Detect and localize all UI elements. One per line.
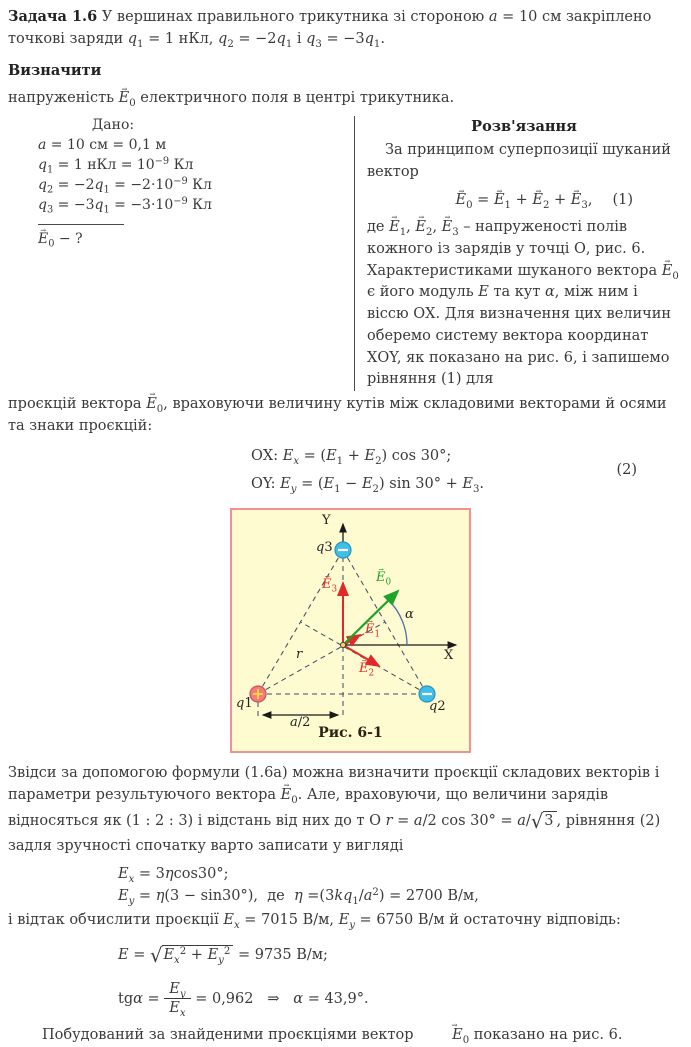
- e0-vector-label: → $E_0$: [376, 571, 391, 585]
- determine-heading: Визначити: [8, 61, 102, 79]
- charge-q3: [335, 542, 351, 558]
- given-answer: → $E_0$ − ?: [38, 224, 124, 250]
- figure-drawing: [232, 510, 469, 751]
- q1-label: q1: [236, 696, 253, 712]
- closing-paragraph: Побудований за знайденими проєкціями вектор → $E_0$ показано на рис. 6.: [8, 1025, 681, 1047]
- equation-1-number: (1): [612, 192, 633, 209]
- center-point: [340, 642, 345, 647]
- equation-angle: tgα = $\frac{E_y}{E_x}$ = 0,962 ⇒ α = 43,9°.: [118, 980, 369, 1020]
- solution-column: [355, 116, 681, 391]
- equation-magnitude: $E = √E_x^2 + E_y^2 = 9735$ В/м;: [118, 944, 328, 968]
- equation-ey: $E_y = \eta(3 - \sin 30^\circ)$, де $\eta =(3kq_1/a^2) = 2700$ В/м,: [118, 887, 479, 907]
- equation-1: [367, 190, 681, 212]
- y-axis-label: Y: [322, 513, 331, 529]
- problem-statement: [8, 6, 681, 51]
- equation-2: [251, 442, 681, 499]
- x-axis-label: X: [444, 648, 454, 664]
- problem-title: Задача 1.6: [8, 8, 98, 25]
- projection-paragraph: проєкцій вектора → $E_0$, враховуючи величину кутів між складовими векторами й осями та знаки проєкцій:: [8, 394, 681, 438]
- given-line: a = 10 см = 0,1 м: [38, 136, 167, 153]
- equation-1-body: → $E_0$ = → $E_1$ + → $E_2$ + → $E_3$,: [456, 192, 593, 208]
- figure-box: [230, 508, 471, 753]
- alpha-label: α: [405, 607, 414, 623]
- e2-vector-label: → $E_2$: [359, 662, 374, 676]
- given-solution-section: [8, 116, 681, 391]
- given-line: $q_3 = -3q_1 = -3\cdot 10^{-9}$ Кл: [38, 195, 212, 216]
- determine-text: напруженість → $E_0$ електричного поля в центрі трикутника.: [8, 88, 681, 110]
- equation-2-line-x: ОХ: $E_x = (E_1 + E_2)$ cos 30°;: [251, 447, 452, 467]
- given-box: [8, 116, 355, 391]
- r-label: r: [296, 647, 303, 663]
- projections-result-paragraph: і відтак обчислити проєкції $E_x = 7015$ В/м, $E_y = 6750$ В/м й остаточну відповідь:: [8, 911, 621, 931]
- equation-2-number: (2): [616, 461, 637, 478]
- q3-label: q3: [316, 540, 333, 556]
- equation-ex: $E_x = 3\eta\cos 30^\circ$;: [118, 865, 229, 885]
- solution-heading: Розв'язання: [471, 118, 577, 135]
- e3-vector-label: → $E_3$: [322, 578, 337, 592]
- given-title: Дано:: [91, 117, 135, 133]
- problem-statement-text: У вершинах правильного трикутника зі стороною a = 10 см закріплено точкові заряди $q_1 = 1$ нКл, $q_2 = -2q_1$ і $q_3 = -3q_1$.: [8, 9, 652, 50]
- equation-2-line-y: ОY: $E_y = (E_1 - E_2)$ $\sin 30^\circ + E_3$.: [251, 475, 485, 495]
- solution-intro: За принципом суперпозиції шуканий вектор: [367, 141, 671, 180]
- e1-vector-label: → $E_1$: [365, 623, 380, 637]
- post-paragraph: Звідси за допомогою формули (1.6а) можна визначити проєкції складових векторів і параметри результуючого вектора → $E_0$. Але, враховуючи, що величини зарядів відносяться як (1 : 2 : 3) і відстань від них до т О r = a/2 cos 30° = a/√3 , рівняння (2) задля зручності спочатку варто записати у вигляді: [8, 763, 681, 858]
- solution-paragraph: де → $E_1$, → $E_2$, → $E_3$ – напруженості полів кожного із зарядів у точці О, рис. 6. Характеристиками шуканого вектора → $E_0$ є його модуль E та кут α, між ним і віссю ОХ. Для визначення цих величин оберемо систему вектора координат ХОY, як показано на рис. 6, і запишемо рівняння (1) для: [367, 217, 681, 391]
- q2-label: q2: [429, 699, 446, 715]
- figure-caption: Рис. 6-1: [318, 725, 383, 742]
- half-a-label: a/2: [290, 715, 311, 731]
- given-line: $q_1 = 1$ нКл = $10^{-9}$ Кл: [38, 155, 194, 176]
- given-line: $q_2 = -2q_1 = -2\cdot 10^{-9}$ Кл: [38, 175, 212, 196]
